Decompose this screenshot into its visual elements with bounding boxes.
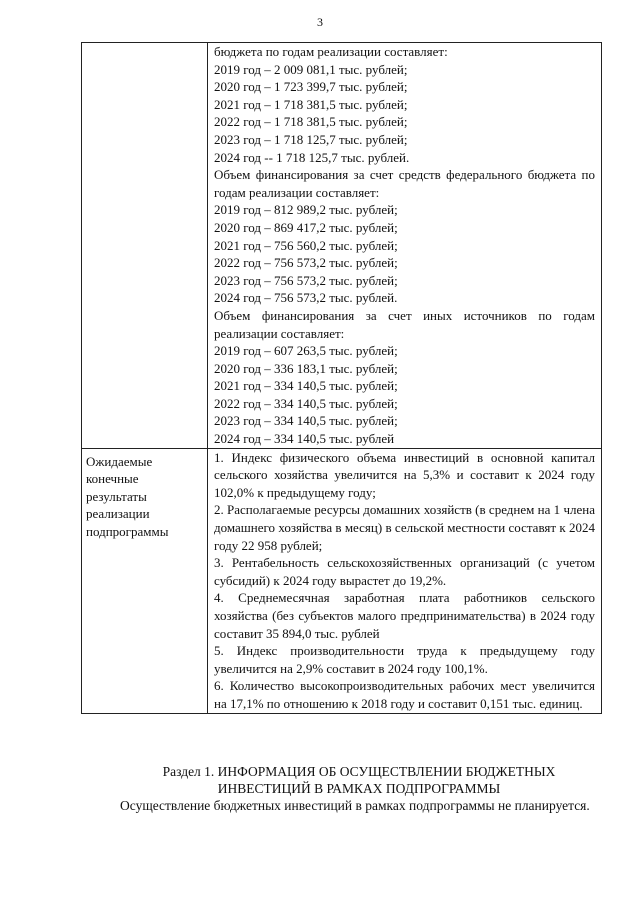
list-item: 2024 год – 334 140,5 тыс. рублей (214, 431, 395, 447)
row-label-line: конечные (86, 471, 139, 487)
result-item: 2. Располагаемые ресурсы домашних хозяйств (в среднем на 1 члена домашнего хозяйства в месяц) в сельской местности составят к 2024 году 22 958 рублей; (214, 502, 595, 553)
row-label-line: подпрограммы (86, 524, 169, 540)
federal-budget-heading: Объем финансирования за счет средств федерального бюджета по годам реализации составляет: (214, 167, 595, 200)
list-item: 2021 год – 756 560,2 тыс. рублей; (214, 237, 398, 253)
table-row-results (82, 448, 602, 713)
list-item: 2020 год – 1 723 399,7 тыс. рублей; (214, 79, 408, 95)
list-item: 2021 год – 1 718 381,5 тыс. рублей; (214, 96, 408, 112)
results-label-cell (82, 448, 208, 713)
row-label-line: Ожидаемые (86, 453, 153, 469)
section-title-line-2: ИНВЕСТИЦИЙ В РАМКАХ ПОДПРОГРАММЫ (217, 781, 501, 796)
result-item: 3. Рентабельность сельскохозяйственных организаций (с учетом субсидий) к 2024 году вырастет до 19,2%. (214, 555, 595, 588)
row-label-line: реализации (86, 506, 150, 522)
list-item: 2020 год – 869 417,2 тыс. рублей; (214, 219, 398, 235)
passport-table (81, 42, 602, 714)
list-item: 2023 год – 1 718 125,7 тыс. рублей; (214, 131, 408, 147)
financing-cell (208, 43, 602, 449)
result-item: 1. Индекс физического объема инвестиций в основной капитал сельского хозяйства увеличится на 5,3% и составит к 2024 году 102,0% к предыдущему году; (214, 449, 595, 500)
page-number: 3 (317, 15, 323, 29)
result-item: 5. Индекс производительности труда к предыдущему году увеличится на 2,9% составит в 2024 году 100,1%. (214, 643, 595, 676)
table-row-financing (82, 43, 602, 449)
section-title-line-1: Раздел 1. ИНФОРМАЦИЯ ОБ ОСУЩЕСТВЛЕНИИ БЮДЖЕТНЫХ (162, 764, 556, 779)
list-item: 2022 год – 756 573,2 тыс. рублей; (214, 255, 398, 271)
list-item: 2024 год – 756 573,2 тыс. рублей. (214, 290, 398, 306)
results-cell (208, 448, 602, 713)
list-item: 2022 год – 334 140,5 тыс. рублей; (214, 395, 398, 411)
list-item: 2023 год – 334 140,5 тыс. рублей; (214, 413, 398, 429)
section-1 (100, 763, 600, 814)
list-item: 2019 год – 2 009 081,1 тыс. рублей; (214, 61, 408, 77)
section-body-text: Осуществление бюджетных инвестиций в рамках подпрограммы не планируется. (120, 798, 590, 813)
list-item: 2020 год – 336 183,1 тыс. рублей; (214, 360, 398, 376)
list-item: 2023 год – 756 573,2 тыс. рублей; (214, 272, 398, 288)
result-item: 4. Среднемесячная заработная плата работников сельского хозяйства (без субъектов малого предпринимательства) в 2024 году составит 35 894,0 тыс. рублей (214, 590, 595, 641)
list-item: 2024 год -- 1 718 125,7 тыс. рублей. (214, 149, 410, 165)
list-item: 2022 год – 1 718 381,5 тыс. рублей; (214, 114, 408, 130)
list-item: 2019 год – 812 989,2 тыс. рублей; (214, 202, 398, 218)
result-item: 6. Количество высокопроизводительных рабочих мест увеличится на 17,1% по отношению к 2018 году и составит 0,151 тыс. единиц. (214, 678, 595, 711)
row-label-line: результаты (86, 488, 147, 504)
list-item: 2021 год – 334 140,5 тыс. рублей; (214, 378, 398, 394)
list-item: 2019 год – 607 263,5 тыс. рублей; (214, 343, 398, 359)
table-label-cell-empty (82, 43, 208, 449)
other-sources-heading: Объем финансирования за счет иных источников по годам реализации составляет: (214, 307, 595, 341)
list-item: бюджета по годам реализации составляет: (214, 44, 448, 59)
